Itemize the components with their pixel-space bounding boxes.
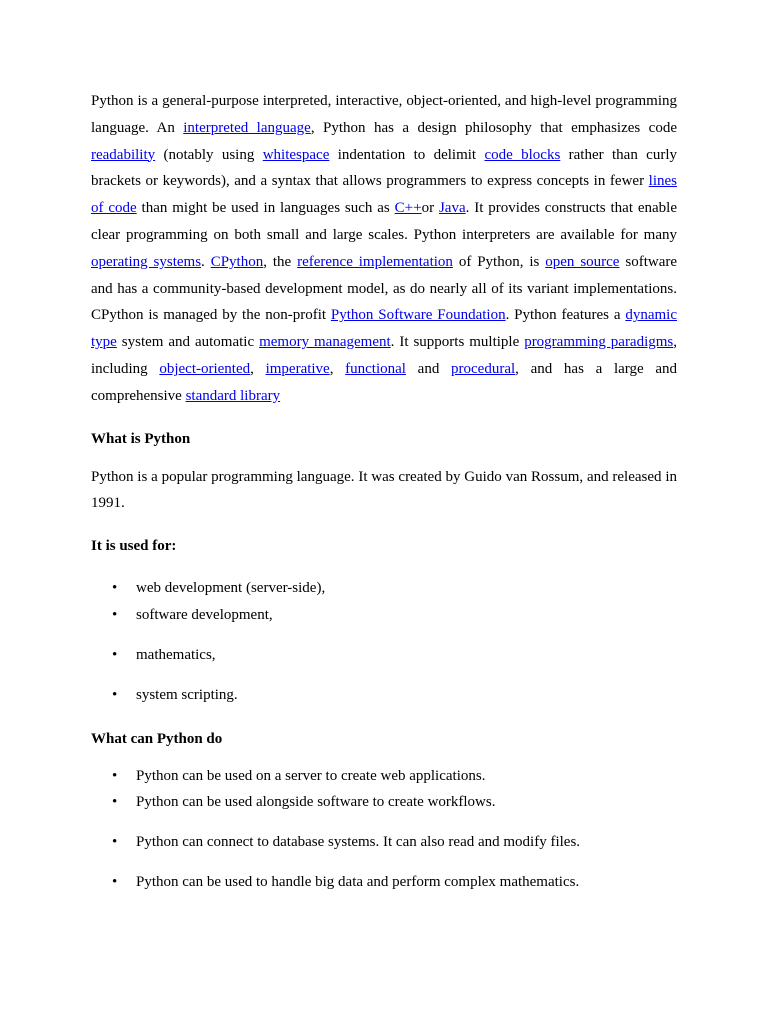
intro-text: of Python, is bbox=[452, 253, 546, 270]
link-programming-paradigms[interactable]: programming paradigms bbox=[524, 334, 674, 351]
list-item bbox=[91, 832, 677, 852]
list-item-text: software development, bbox=[136, 606, 273, 623]
intro-text: . It supports multiple bbox=[390, 334, 525, 351]
link-interpreted-language[interactable]: interpreted language bbox=[183, 119, 311, 136]
list-item-text: Python can be used on a server to create web applications. bbox=[136, 767, 486, 784]
link-cpp[interactable]: C++ bbox=[394, 200, 422, 217]
list-item bbox=[91, 766, 677, 786]
intro-text: and bbox=[405, 360, 452, 377]
intro-text: , including bbox=[91, 334, 678, 377]
intro-text: (notably using bbox=[155, 146, 263, 163]
intro-text: software and has a community-based development model, as do nearly all of its variant implementations. CPython is managed by the non-profit bbox=[91, 253, 678, 324]
bullet: • bbox=[112, 873, 118, 890]
bullet: • bbox=[112, 686, 118, 703]
list-item bbox=[91, 872, 677, 892]
intro-text: or bbox=[421, 200, 439, 217]
intro-text: indentation to delimit bbox=[329, 146, 485, 163]
list-item-text: web development (server-side), bbox=[136, 579, 326, 596]
intro-text: . It provides constructs that enable clear programming on both small and large scales. Python interpreters are available for many bbox=[91, 200, 678, 243]
intro-text: rather than curly brackets or keywords), and a syntax that allows programmers to express concepts in fewer bbox=[91, 146, 677, 190]
intro-text: . bbox=[201, 253, 211, 270]
heading-what-can-python-do: What can Python do bbox=[91, 730, 223, 747]
can-do-list bbox=[91, 766, 677, 892]
link-open-source[interactable]: open source bbox=[545, 253, 620, 270]
link-code-blocks[interactable]: code blocks bbox=[484, 146, 561, 163]
intro-text: system and automatic bbox=[116, 334, 260, 351]
document-page bbox=[91, 88, 677, 892]
intro-text: than might be used in languages such as bbox=[136, 200, 395, 217]
link-reference-implementation[interactable]: reference implementation bbox=[297, 253, 453, 270]
list-item bbox=[91, 605, 677, 625]
list-item bbox=[91, 578, 677, 598]
link-readability[interactable]: readability bbox=[91, 146, 156, 163]
list-item bbox=[91, 792, 677, 812]
intro-text: , bbox=[250, 360, 266, 377]
bullet: • bbox=[112, 767, 118, 784]
intro-paragraph bbox=[91, 88, 677, 410]
intro-text: , the bbox=[263, 253, 298, 270]
link-whitespace[interactable]: whitespace bbox=[262, 146, 330, 163]
used-for-list bbox=[91, 578, 677, 705]
link-functional[interactable]: functional bbox=[345, 360, 406, 377]
intro-text: , Python has a design philosophy that emphasizes code bbox=[310, 119, 677, 136]
bullet: • bbox=[112, 606, 118, 623]
link-dynamic-type[interactable]: dynamic type bbox=[91, 307, 678, 351]
link-cpython[interactable]: CPython bbox=[210, 253, 264, 270]
link-memory-management[interactable]: memory management bbox=[259, 334, 391, 351]
intro-text: Python is a general-purpose interpreted, interactive, object-oriented, and high-level programming language. An bbox=[91, 93, 677, 136]
list-item-text: Python can be used to handle big data and perform complex mathematics. bbox=[136, 873, 580, 890]
intro-text: . Python features a bbox=[505, 307, 626, 324]
what-is-python-paragraph: Python is a popular programming language. It was created by Guido van Rossum, and released in 1991. bbox=[91, 468, 677, 511]
link-java[interactable]: Java bbox=[438, 200, 466, 217]
link-object-oriented[interactable]: object-oriented bbox=[159, 360, 251, 377]
list-item bbox=[91, 685, 677, 705]
list-item-text: system scripting. bbox=[136, 686, 238, 703]
bullet: • bbox=[112, 833, 118, 850]
link-python-software-foundation[interactable]: Python Software Foundation bbox=[330, 307, 506, 324]
link-imperative[interactable]: imperative bbox=[265, 360, 330, 377]
intro-text: , bbox=[329, 360, 346, 377]
bullet: • bbox=[112, 579, 118, 596]
link-procedural[interactable]: procedural bbox=[451, 360, 516, 377]
heading-what-is-python: What is Python bbox=[91, 430, 191, 447]
heading-used-for: It is used for: bbox=[91, 537, 177, 554]
bullet: • bbox=[112, 646, 118, 663]
link-operating-systems[interactable]: operating systems bbox=[91, 253, 202, 270]
bullet: • bbox=[112, 793, 118, 810]
list-item-text: Python can connect to database systems. It can also read and modify files. bbox=[136, 833, 581, 850]
intro-text: , and has a large and comprehensive bbox=[91, 360, 677, 404]
link-standard-library[interactable]: standard library bbox=[185, 387, 281, 404]
list-item-text: mathematics, bbox=[136, 646, 216, 663]
list-item-text: Python can be used alongside software to create workflows. bbox=[136, 793, 496, 810]
link-lines-of-code[interactable]: lines of code bbox=[91, 173, 677, 217]
list-item bbox=[91, 645, 677, 665]
